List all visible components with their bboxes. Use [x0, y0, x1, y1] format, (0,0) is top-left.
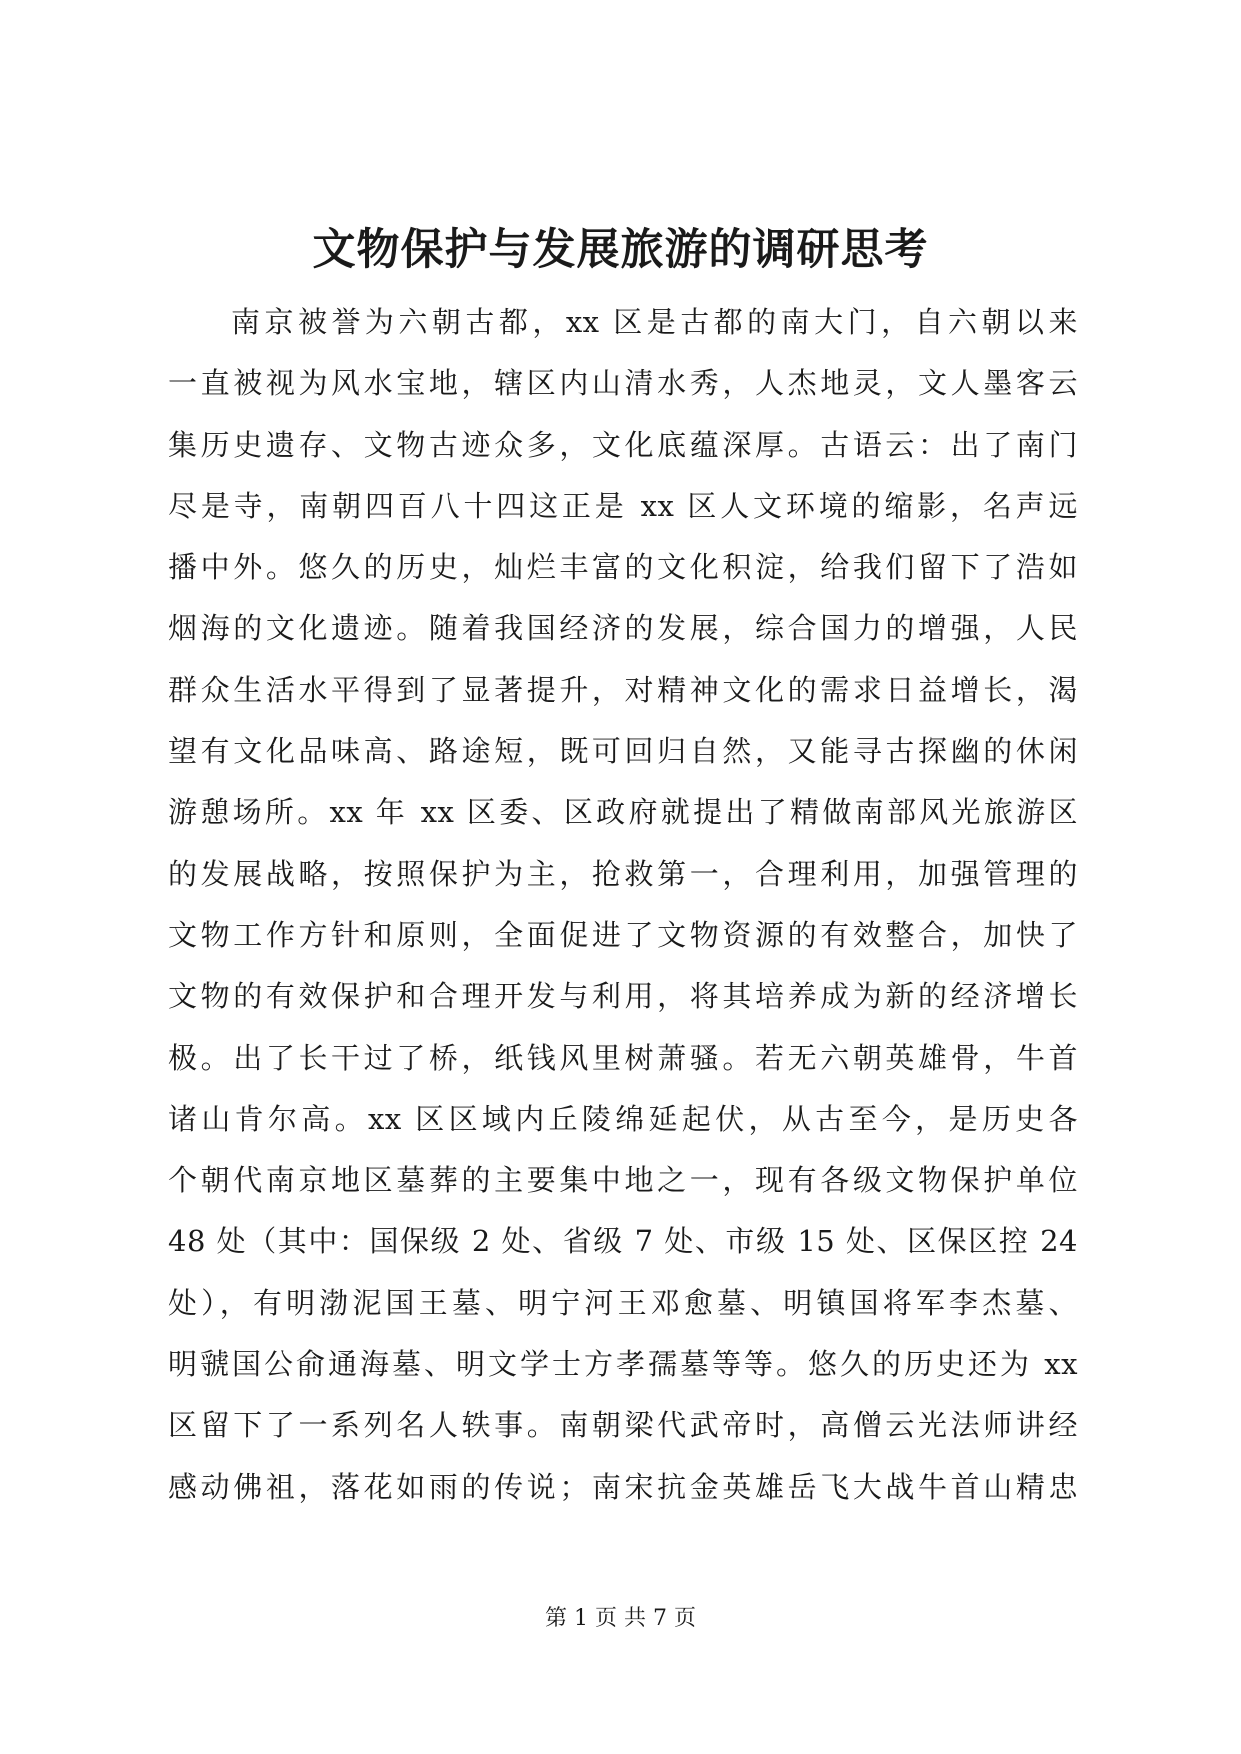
paragraph-line: 播中外。悠久的历史，灿烂丰富的文化积淀，给我们留下了浩如 [168, 550, 1078, 585]
paragraph-line: 处），有明渤泥国王墓、明宁河王邓愈墓、明镇国将军李杰墓、 [168, 1285, 1078, 1320]
paragraph-line: 明虢国公俞通海墓、明文学士方孝孺墓等等。悠久的历史还为 xx [168, 1347, 1078, 1382]
page-footer: 第 1 页 共 7 页 [545, 1606, 696, 1631]
paragraph-line: 集历史遗存、文物古迹众多，文化底蕴深厚。古语云：出了南门 [168, 427, 1078, 462]
paragraph-line: 的发展战略，按照保护为主，抢救第一，合理利用，加强管理的 [168, 856, 1078, 891]
paragraph-line: 文物的有效保护和合理开发与利用，将其培养成为新的经济增长 [168, 979, 1078, 1014]
paragraph-line: 南京被誉为六朝古都，xx 区是古都的南大门，自六朝以来 [231, 305, 1078, 339]
paragraph-line: 群众生活水平得到了显著提升，对精神文化的需求日益增长，渴 [168, 672, 1078, 707]
paragraph-line: 望有文化品味高、路途短，既可回归自然，又能寻古探幽的休闲 [168, 734, 1078, 769]
paragraph-line: 区留下了一系列名人轶事。南朝梁代武帝时，高僧云光法师讲经 [168, 1408, 1078, 1443]
paragraph-line: 尽是寺，南朝四百八十四这正是 xx 区人文环境的缩影，名声远 [168, 488, 1078, 523]
paragraph-line: 感动佛祖，落花如雨的传说；南宋抗金英雄岳飞大战牛首山精忠 [168, 1469, 1078, 1504]
paragraph-line: 文物工作方针和原则，全面促进了文物资源的有效整合，加快了 [168, 917, 1078, 952]
document-body [168, 292, 1078, 1518]
paragraph-line: 游憩场所。xx 年 xx 区委、区政府就提出了精做南部风光旅游区 [168, 795, 1078, 830]
paragraph-line: 48 处（其中：国保级 2 处、省级 7 处、市级 15 处、区保区控 24 [168, 1224, 1078, 1259]
paragraph-line: 诸山肯尔高。xx 区区域内丘陵绵延起伏，从古至今，是历史各 [168, 1101, 1078, 1136]
paragraph-line: 极。出了长干过了桥，纸钱风里树萧骚。若无六朝英雄骨，牛首 [168, 1040, 1078, 1075]
paragraph-line: 烟海的文化遗迹。随着我国经济的发展，综合国力的增强，人民 [168, 611, 1078, 646]
paragraph-line: 一直被视为风水宝地，辖区内山清水秀，人杰地灵，文人墨客云 [168, 366, 1078, 401]
document-title: 文物保护与发展旅游的调研思考 [312, 225, 929, 275]
paragraph-line: 个朝代南京地区墓葬的主要集中地之一，现有各级文物保护单位 [168, 1163, 1078, 1198]
